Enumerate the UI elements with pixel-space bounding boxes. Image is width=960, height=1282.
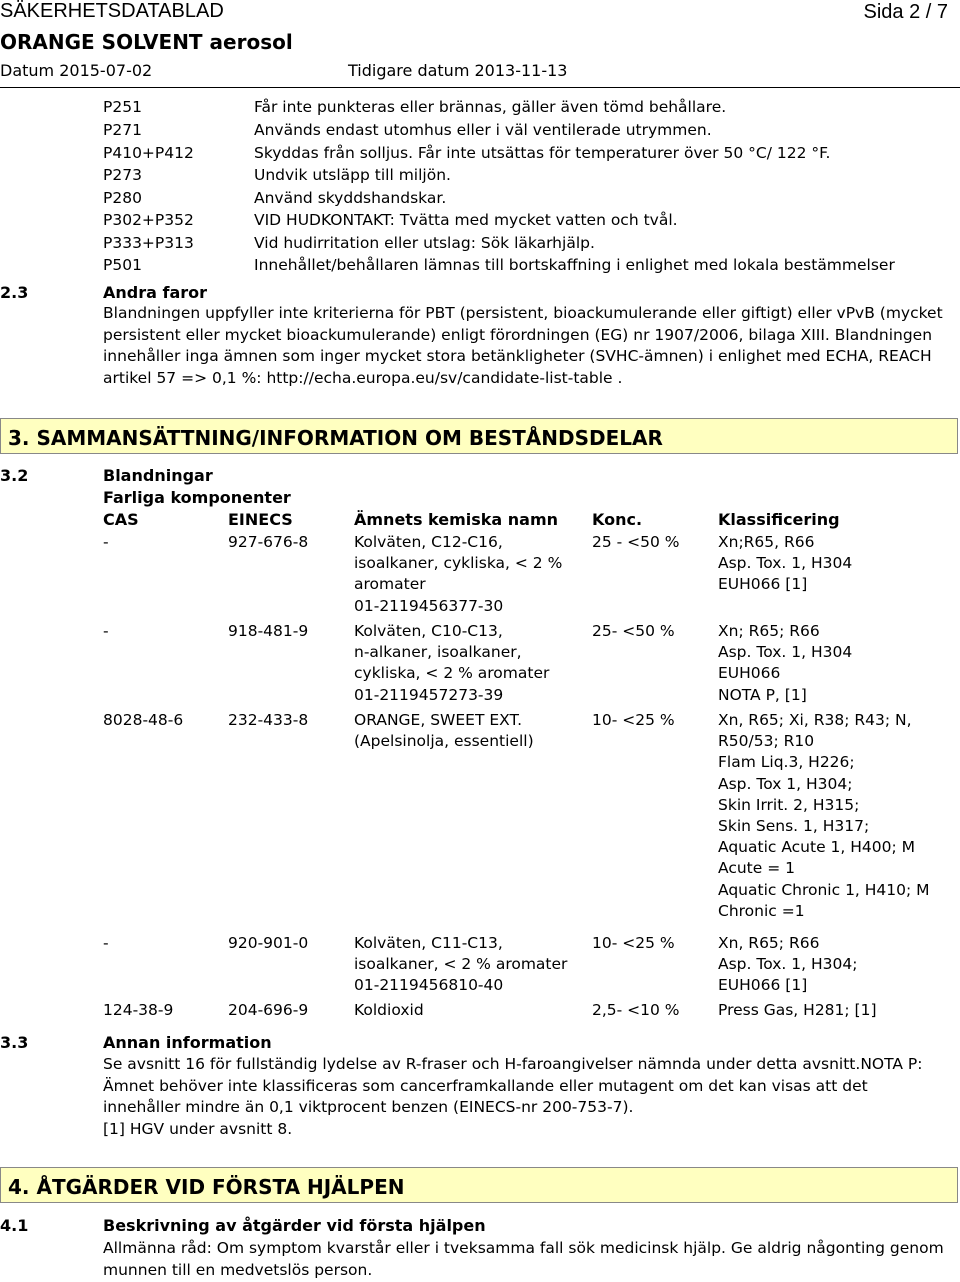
p-text: VID HUDKONTAKT: Tvätta med mycket vatten och tvål. — [254, 211, 678, 229]
other-information-text: Se avsnitt 16 för fullständig lydelse av R-fraser och H-faroangivelser nämnda under detta avsnitt.NOTA P: Ämnet behöver inte klassificeras som cancerframkallande eller mutagent om det kan visas att det innehåller mindre än 0,1 viktprocent benzen (EINECS-nr 200-753-7). — [103, 1055, 923, 1116]
section-3-banner — [0, 418, 958, 454]
p-text: Skyddas från solljus. Får inte utsättas för temperaturer över 50 °C/ 122 °F. — [254, 144, 831, 162]
cas-cell: - — [103, 622, 109, 640]
p-code: P251 — [103, 98, 142, 116]
p-code: P273 — [103, 166, 142, 184]
section-number: 2.3 — [0, 283, 29, 302]
section-number: 4.1 — [0, 1216, 29, 1235]
column-header-name: Ämnets kemiska namn — [354, 510, 559, 529]
name-cell: ORANGE, SWEET EXT. (Apelsinolja, essentiell) — [354, 711, 534, 751]
einecs-cell: 232-433-8 — [228, 711, 309, 729]
name-cell: Kolväten, C12-C16, isoalkaner, cykliska, < 2 % aromater 01-2119456377-30 — [354, 533, 563, 615]
section-heading: Annan information — [103, 1033, 272, 1052]
column-header-cas: CAS — [103, 510, 139, 529]
section-heading: Blandningar — [103, 466, 213, 485]
p-text: Använd skyddshandskar. — [254, 189, 447, 207]
konc-cell: 25- <50 % — [592, 622, 675, 640]
cas-cell: - — [103, 533, 109, 551]
einecs-cell: 920-901-0 — [228, 934, 309, 952]
name-cell: Koldioxid — [354, 1001, 424, 1019]
class-cell: Xn, R65; R66 Asp. Tox. 1, H304; EUH066 [1] — [718, 934, 858, 995]
other-hazards-text: Blandningen uppfyller inte kriterierna för PBT (persistent, bioackumulerande eller giftigt) eller vPvB (mycket persistent eller mycket bioackumulerande) enligt förordningen (EG) nr 1907/2006, bilaga XIII. Blandningen innehåller inga ämnen som inger mycket stora betänkligheter (SVHC-ämnen) i enlighet med ECHA, REACH artikel 57 => 0,1 %: http://echa.europa.eu/sv/candidate-list-table . — [103, 304, 943, 387]
header-divider — [0, 87, 960, 88]
document-title: SÄKERHETSDATABLAD — [0, 0, 224, 22]
column-header-einecs: EINECS — [228, 510, 293, 529]
column-header-class: Klassificering — [718, 510, 840, 529]
previous-date: Tidigare datum 2013-11-13 — [348, 61, 568, 80]
p-text: Undvik utsläpp till miljön. — [254, 166, 451, 184]
revision-date: Datum 2015-07-02 — [0, 61, 153, 80]
p-text: Används endast utomhus eller i väl ventilerade utrymmen. — [254, 121, 712, 139]
p-code: P271 — [103, 121, 142, 139]
einecs-cell: 918-481-9 — [228, 622, 309, 640]
cas-cell: 124-38-9 — [103, 1001, 174, 1019]
p-code: P333+P313 — [103, 234, 194, 252]
p-code: P410+P412 — [103, 144, 194, 162]
name-cell: Kolväten, C11-C13, isoalkaner, < 2 % aromater 01-2119456810-40 — [354, 934, 568, 995]
p-text: Innehållet/behållaren lämnas till bortskaffning i enlighet med lokala bestämmelser — [254, 256, 895, 274]
p-code: P501 — [103, 256, 142, 274]
product-name: ORANGE SOLVENT aerosol — [0, 30, 293, 54]
section-number: 3.2 — [0, 466, 29, 485]
p-code: P302+P352 — [103, 211, 194, 229]
hgv-note: [1] HGV under avsnitt 8. — [103, 1120, 293, 1138]
section-number: 3.3 — [0, 1033, 29, 1052]
einecs-cell: 204-696-9 — [228, 1001, 309, 1019]
section-heading: Beskrivning av åtgärder vid första hjälpen — [103, 1216, 486, 1235]
konc-cell: 10- <25 % — [592, 711, 675, 729]
class-cell: Press Gas, H281; [1] — [718, 1001, 877, 1019]
class-cell: Xn; R65; R66 Asp. Tox. 1, H304 EUH066 NOTA P, [1] — [718, 622, 853, 704]
page-number: Sida 2 / 7 — [863, 1, 948, 23]
konc-cell: 10- <25 % — [592, 934, 675, 952]
column-header-konc: Konc. — [592, 510, 643, 529]
konc-cell: 25 - <50 % — [592, 533, 680, 551]
first-aid-general-advice: Allmänna råd: Om symptom kvarstår eller i tveksamma fall sök medicinsk hjälp. Ge aldrig någonting genom munnen till en medvetslös person. — [103, 1239, 944, 1279]
einecs-cell: 927-676-8 — [228, 533, 309, 551]
p-code: P280 — [103, 189, 142, 207]
section-3-title: 3. SAMMANSÄTTNING/INFORMATION OM BESTÅNDSDELAR — [8, 426, 663, 450]
konc-cell: 2,5- <10 % — [592, 1001, 680, 1019]
subheading-hazardous-components: Farliga komponenter — [103, 488, 291, 507]
name-cell: Kolväten, C10-C13, n-alkaner, isoalkaner, cykliska, < 2 % aromater 01-2119457273-39 — [354, 622, 550, 704]
section-4-title: 4. ÅTGÄRDER VID FÖRSTA HJÄLPEN — [8, 1175, 405, 1199]
class-cell: Xn, R65; Xi, R38; R43; N, R50/53; R10 Flam Liq.3, H226; Asp. Tox 1, H304; Skin Irrit. 2, H315; Skin Sens. 1, H317; Aquatic Acute 1, H400; M Acute = 1 Aquatic Chronic 1, H410; M Chronic =1 — [718, 711, 930, 920]
cas-cell: 8028-48-6 — [103, 711, 184, 729]
class-cell: Xn;R65, R66 Asp. Tox. 1, H304 EUH066 [1] — [718, 533, 853, 594]
p-text: Får inte punkteras eller brännas, gäller även tömd behållare. — [254, 98, 727, 116]
section-heading: Andra faror — [103, 283, 208, 302]
section-4-banner — [0, 1167, 958, 1203]
p-text: Vid hudirritation eller utslag: Sök läkarhjälp. — [254, 234, 595, 252]
cas-cell: - — [103, 934, 109, 952]
